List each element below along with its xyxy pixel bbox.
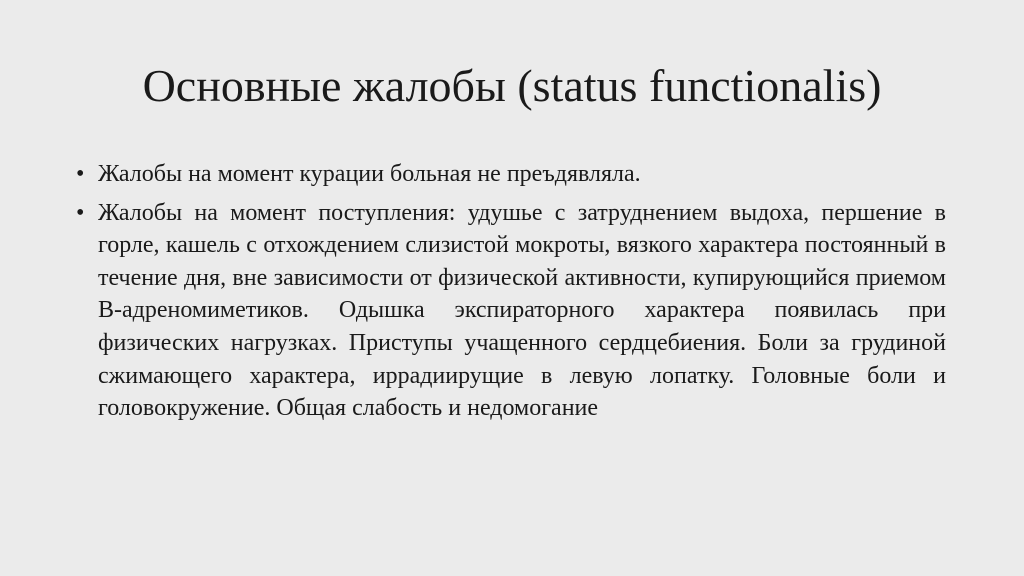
bullet-list <box>76 158 946 431</box>
bullet-text: Жалобы на момент поступления: удушье с затруднением выдоха, першение в горле, кашель с отхождением слизистой мокроты, вязкого характера постоянный в течение дня, вне зависимости от физической активности, купирующийся приемом В-адреномиметиков. Одышка экспираторного характера появилась при физических нагрузках. Приступы учащенного сердцебиения. Боли за грудиной сжимающего характера, иррадиирущие в левую лопатку. Головные боли и головокружение. Общая слабость и недомогание <box>98 199 946 422</box>
bullet-dot-icon: • <box>76 161 85 187</box>
bullet-dot-icon: • <box>76 199 85 226</box>
bullet-item <box>76 158 946 191</box>
bullet-item <box>76 197 946 425</box>
bullet-text: Жалобы на момент курации больная не преъдявляла. <box>98 161 641 187</box>
slide-title: Основные жалобы (status functionalis) <box>142 60 882 111</box>
